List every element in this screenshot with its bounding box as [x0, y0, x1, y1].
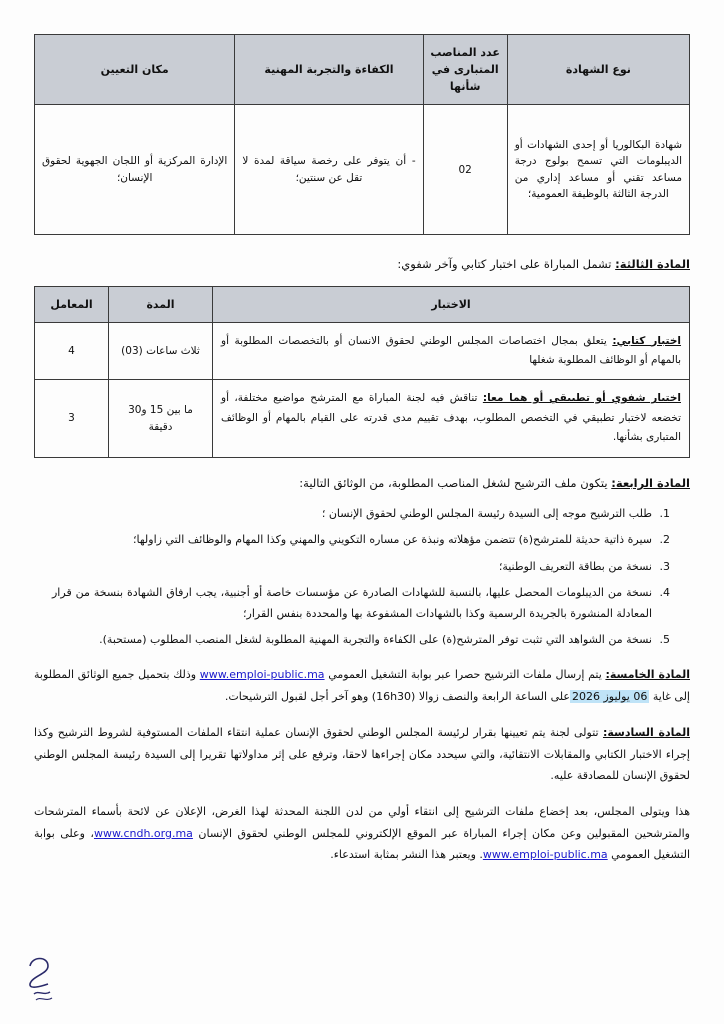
column-header-coefficient: المعامل	[35, 286, 109, 322]
closing-text-1: هذا ويتولى المجلس، بعد إخضاع ملفات الترشيح إلى انتقاء أولي من لدن اللجنة المحدثة لهذا الغرض، الإعلان عن لائحة بأسماء المترشحات والمترشحين المقبولين وعن مكان إجراء المباراة عبر الموقع الإلكتروني للمجلس الوطني لحقوق الإنسان	[34, 805, 690, 840]
closing-text-3: . ويعتبر هذا النشر بمثابة استدعاء.	[330, 848, 483, 862]
emploi-public-link-2[interactable]: www.emploi-public.ma	[482, 848, 608, 862]
cell-competence: - أن يتوفر على رخصة سياقة لمدة لا تقل عن سنتين؛	[235, 105, 423, 235]
closing-paragraph	[34, 801, 690, 865]
test-written-label: اختبار كتابي:	[612, 334, 682, 347]
cell-test-written	[213, 322, 690, 380]
positions-table	[34, 34, 690, 235]
closing-text-2: ، وعلى بوابة التشغيل العمومي	[34, 826, 690, 862]
table-row	[35, 105, 690, 235]
column-header-test: الاختبار	[213, 286, 690, 322]
article-5-text-3: على الساعة الرابعة والنصف زوالا (16h30) وهو آخر أجل لقبول الترشيحات.	[224, 689, 570, 703]
list-item: 5. نسخة من الشواهد التي تثبت توفر المترشح(ة) على الكفاءة والتجربة المهنية المطلوبة لشغل المنصب المطلوب (مستحبة).	[52, 630, 656, 650]
article-3-line	[34, 253, 690, 275]
list-item: 2. سيرة ذاتية حديثة للمترشح(ة) تتضمن مؤهلاته ونبذة عن مساره التكويني والمهني وكذا المهام والوظائف التي زاولها؛	[52, 530, 656, 550]
list-item: 1. طلب الترشيح موجه إلى السيدة رئيسة المجلس الوطني لحقوق الإنسان ؛	[52, 504, 656, 524]
cndh-link[interactable]: www.cndh.org.ma	[93, 826, 193, 840]
column-header-place: مكان التعيين	[35, 35, 235, 105]
table-header-row	[35, 286, 690, 322]
deadline-date: 06 يوليوز 2026	[571, 689, 648, 703]
list-item: 3. نسخة من بطاقة التعريف الوطنية؛	[52, 557, 656, 577]
article-5-label: المادة الخامسة:	[605, 668, 690, 682]
table-row	[35, 380, 690, 457]
article-3-text: تشمل المباراة على اختبار كتابي وآخر شفوي:	[397, 257, 616, 272]
signature-scribble	[22, 950, 92, 1010]
article-5-paragraph	[34, 664, 690, 707]
article-4-line	[34, 472, 690, 494]
column-header-duration: المدة	[109, 286, 213, 322]
tests-table	[34, 286, 690, 458]
documents-list	[34, 504, 690, 650]
column-header-competence: الكفاءة والتجربة المهنية	[235, 35, 423, 105]
article-4-label: المادة الرابعة:	[611, 475, 690, 490]
article-4-text: يتكون ملف الترشيح لشغل المناصب المطلوبة، من الوثائق التالية:	[299, 475, 612, 490]
cell-coefficient-oral: 3	[35, 380, 109, 457]
cell-coefficient-written: 4	[35, 322, 109, 380]
article-6-text: تتولى لجنة يتم تعيينها بقرار لرئيسة المجلس الوطني لحقوق الإنسان عملية انتقاء الملفات المستوفية لشروط الترشيح وكذا إجراء الاختبار الكتابي والمقابلات الانتقائية، والتي سيحدد مكان إجراءها لاحقا، وترفع على إثر مداولاتها تقريرا إلى السيدة رئيسة المجلس الوطني لحقوق الإنسان للمصادقة عليه.	[34, 726, 690, 782]
article-6-paragraph	[34, 722, 690, 786]
cell-duration-oral: ما بين 15 و30 دقيقة	[109, 380, 213, 457]
test-written-text: يتعلق بمجال اختصاصات المجلس الوطني لحقوق الانسان أو بالتخصصات المطلوبة أو بالمهام أو الوظائف المطلوبة شغلها	[221, 334, 681, 367]
article-5-text-1: يتم إرسال ملفات الترشيح حصرا عبر بوابة التشغيل العمومي	[324, 668, 606, 682]
cell-test-oral	[213, 380, 690, 457]
emploi-public-link[interactable]: www.emploi-public.ma	[199, 668, 325, 682]
cell-duration-written: ثلاث ساعات (03)	[109, 322, 213, 380]
cell-diploma: شهادة البكالوريا أو إحدى الشهادات أو الديبلومات التي تسمح بولوج درجة مساعد تقني أو مساعد إداري من الدرجة الثالثة بالوظيفة العمومية؛	[507, 105, 689, 235]
table-row	[35, 322, 690, 380]
list-item: 4. نسخة من الديبلومات المحصل عليها، بالنسبة للشهادات الصادرة عن مؤسسات خاصة أو أجنبية، يجب ارفاق الشهادة بنسخة من قرار المعادلة المنشورة بالجريدة الرسمية وكذا بالشهادات المشفوعة بها والمحددة بنفس القرار؛	[52, 583, 656, 624]
column-header-posts: عدد المناصب المتبارى في شأنها	[423, 35, 507, 105]
article-3-label: المادة الثالثة:	[615, 257, 690, 272]
column-header-diploma: نوع الشهادة	[507, 35, 689, 105]
article-5-text-2: وذلك بتحميل جميع الوثائق المطلوبة إلى غاية	[34, 668, 690, 703]
cell-place: الإدارة المركزية أو اللجان الجهوية لحقوق الإنسان؛	[35, 105, 235, 235]
cell-posts: 02	[423, 105, 507, 235]
table-header-row	[35, 35, 690, 105]
article-6-label: المادة السادسة:	[602, 726, 690, 740]
test-oral-label: اختبار شفوي أو تطبيقي أو هما معا:	[482, 392, 681, 405]
test-oral-text: تناقش فيه لجنة المباراة مع المترشح مواضيع مختلفة، أو تخضعه لاختبار تطبيقي في التخصص المطلوب، بهدف تقييم مدى قدرته على القيام بالمهام أو الوظائف المتبارى بشأنها.	[221, 392, 681, 444]
